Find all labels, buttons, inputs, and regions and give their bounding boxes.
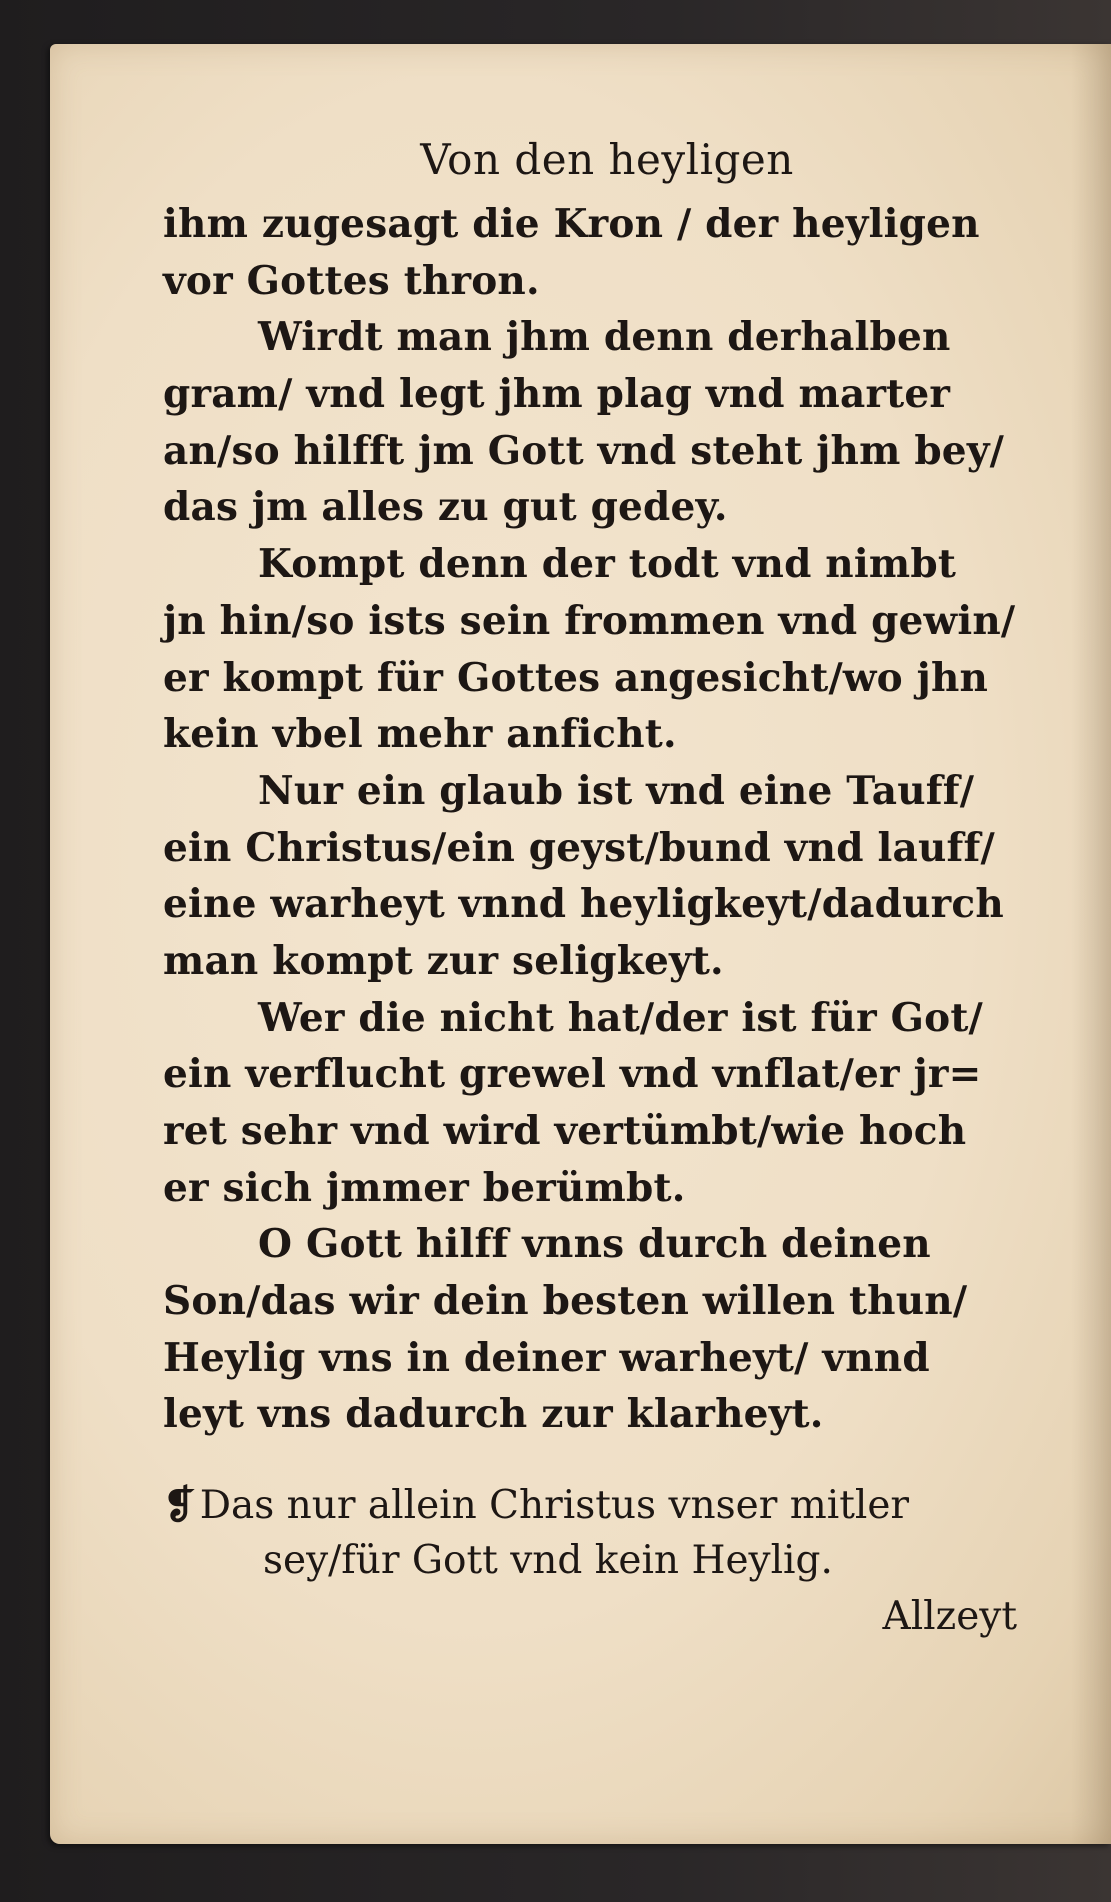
binding-gutter xyxy=(1071,44,1111,1844)
text-line-18: er sich jmmer berümbt. xyxy=(163,1164,686,1211)
text-line-3: Wirdt man jhm denn derhalben xyxy=(258,314,951,361)
text-line-14: man kompt zur seligkeyt. xyxy=(163,937,724,984)
text-line-5: an/so hilfft jm Gott vnd steht jhm bey/ xyxy=(163,427,1005,474)
text-line-4: gram/ vnd legt jhm plag vnd marter xyxy=(163,371,951,418)
text-line-1: ihm zugesagt die Kron / der heyligen xyxy=(163,201,980,247)
text-line-11: Nur ein glaub ist vnd eine Tauff/ xyxy=(258,767,975,814)
text-line-16: ein verflucht grewel vnd vnflat/er jr= xyxy=(163,1051,982,1098)
running-head: Von den heyligen xyxy=(420,135,794,184)
text-line-22: leyt vns dadurch zur klarheyt. xyxy=(163,1391,824,1438)
text-block xyxy=(163,124,1023,1645)
section-gap xyxy=(163,1443,1023,1477)
text-line-20: Son/das wir dein besten willen thun/ xyxy=(163,1278,968,1325)
section-heading-text-1: Das nur allein Christus vnser mitler xyxy=(199,1483,910,1529)
text-line-17: ret sehr vnd wird vertümbt/wie hoch xyxy=(163,1108,967,1154)
text-line-21: Heylig vns in deiner warheyt/ vnnd xyxy=(163,1334,930,1381)
text-line-2: vor Gottes thron. xyxy=(163,257,540,304)
text-line-12: ein Christus/ein geyst/bund vnd lauff/ xyxy=(163,824,995,871)
text-line-8: jn hin/so ists sein frommen vnd gewin/ xyxy=(163,597,1016,644)
text-line-6: das jm alles zu gut gedey. xyxy=(163,484,728,531)
text-line-7: Kompt denn der todt vnd nimbt xyxy=(258,541,957,588)
paper-leaf xyxy=(50,44,1111,1844)
catchword: Allzeyt xyxy=(882,1594,1017,1640)
section-heading-line-2: sey/für Gott vnd kein Heylig. xyxy=(263,1538,833,1584)
text-line-15: Wer die nicht hat/der ist für Got/ xyxy=(258,994,983,1041)
pilcrow-icon: ❡ xyxy=(163,1482,196,1529)
section-heading-line-1 xyxy=(163,1477,1023,1533)
text-line-19: O Gott hilff vnns durch deinen xyxy=(258,1221,931,1268)
text-line-9: er kompt für Gottes angesicht/wo jhn xyxy=(163,654,989,701)
text-line-13: eine warheyt vnnd heyligkeyt/dadurch xyxy=(163,881,1004,928)
text-line-10: kein vbel mehr anficht. xyxy=(163,711,677,758)
